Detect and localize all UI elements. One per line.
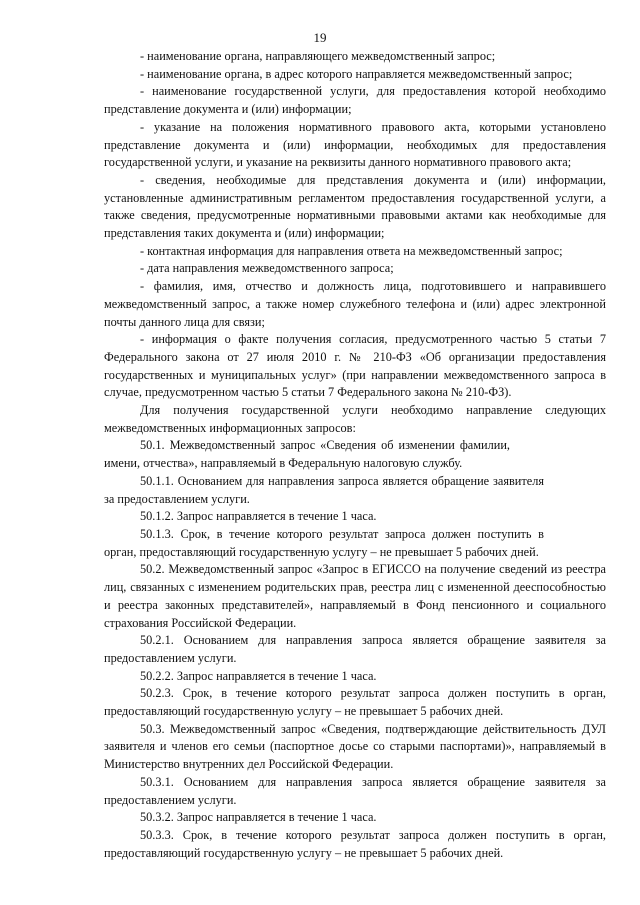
list-item: - наименование органа, в адрес которого направляется межведомственный запрос; — [140, 66, 573, 81]
list-item: - дата направления межведомственного запроса; — [140, 261, 394, 276]
list-item: - контактная информация для направления ответа на межведомственный запрос; — [140, 243, 563, 258]
paragraph: 50.3.2. Запрос направляется в течение 1 часа. — [140, 810, 377, 825]
list-item: - наименование органа, направляющего межведомственный запрос; — [140, 49, 496, 63]
list-item: - сведения, необходимые для представления документа и (или) информации, установленные административным регламентом предоставления государственной услуги, а также сведения, предусмотренные нормативными правовыми актами как необходимые для представления таких документа и (или) информации; — [104, 172, 606, 241]
paragraph: 50.2. Межведомственный запрос «Запрос в ЕГИССО на получение сведений из реестра лиц, связанных с изменением родительских прав, реестра лиц с измененной дееспособностью и реестра законных представителей», направляемый в Фонд пенсионного и социального страхования Российской Федерации. — [104, 562, 606, 630]
paragraph: 50.2.3. Срок, в течение которого результат запроса должен поступить в орган, предоставляющий государственную услугу – не превышает 5 рабочих дней. — [104, 686, 606, 719]
paragraph: Для получения государственной услуги необходимо направление следующих межведомственных информационных запросов: — [104, 403, 606, 435]
paragraph: 50.1.1. Основанием для направления запроса является обращение заявителя за предоставлением услуги. — [104, 473, 544, 506]
list-item: - указание на положения нормативного правового акта, которыми установлено представление документа и (или) информации, необходимых для предоставления государственной услуги, и указание на реквизиты данного нормативного правового акта; — [104, 119, 606, 170]
paragraph: 50.3. Межведомственный запрос «Сведения, подтверждающие действительность ДУЛ заявителя и членов его семьи (паспортное досье со старыми паспортами)», направляемый в Министерство внутренних дел Российской Федерации. — [104, 721, 606, 772]
paragraph: 50.3.3. Срок, в течение которого результат запроса должен поступить в орган, предоставляющий государственную услугу – не превышает 5 рабочих дней. — [104, 827, 606, 860]
paragraph: 50.2.2. Запрос направляется в течение 1 часа. — [140, 668, 377, 683]
paragraph: 50.1. Межведомственный запрос «Сведения об изменении фамилии, имени, отчества», направляемый в Федеральную налоговую службу. — [104, 438, 510, 471]
list-item: - наименование государственной услуги, для предоставления которой необходимо представление документа и (или) информации; — [104, 84, 606, 117]
paragraph: 50.1.2. Запрос направляется в течение 1 часа. — [140, 509, 377, 524]
paragraph: 50.1.3. Срок, в течение которого результат запроса должен поступить в орган, предоставляющий государственную услугу – не превышает 5 рабочих дней. — [104, 526, 544, 559]
page-number: 19 — [313, 30, 327, 45]
document-body — [104, 48, 606, 862]
list-item: - информация о факте получения согласия, предусмотренного частью 5 статьи 7 Федерального закона от 27 июля 2010 г. № 210-ФЗ «Об организации предоставления государственных и муниципальных услуг» (при направлении межведомственного запроса в случае, предусмотренном частью 5 статьи 7 Федерального закона № 210-ФЗ). — [104, 332, 606, 400]
paragraph: 50.3.1. Основанием для направления запроса является обращение заявителя за предоставлением услуги. — [104, 774, 606, 807]
paragraph: 50.2.1. Основанием для направления запроса является обращение заявителя за предоставлением услуги. — [104, 633, 606, 665]
list-item: - фамилия, имя, отчество и должность лица, подготовившего и направившего межведомственный запрос, а также номер служебного телефона и (или) адрес электронной почты данного лица для связи; — [104, 279, 606, 329]
